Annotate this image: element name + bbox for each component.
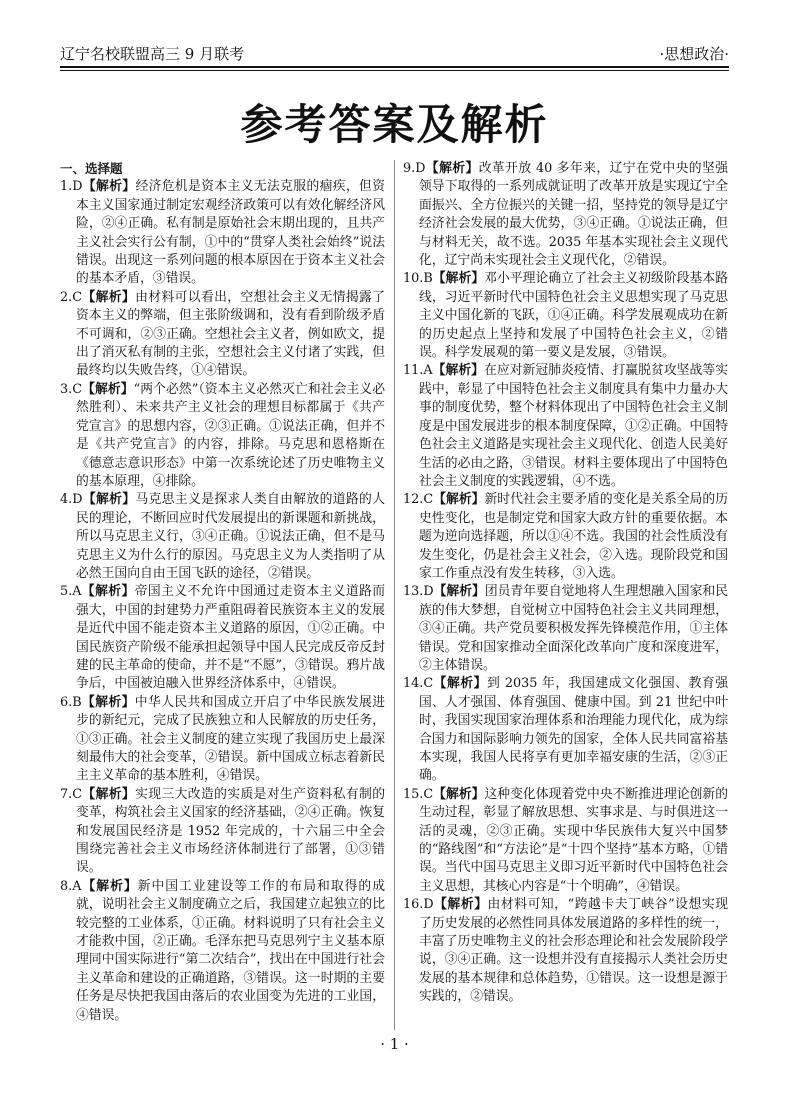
answer-number: 9.: [403, 161, 416, 176]
right-column: [403, 160, 728, 1007]
answer-number: 1.: [60, 179, 73, 195]
answer-number: 6.: [60, 694, 73, 710]
answer-item: [403, 270, 728, 362]
answer-choice: C: [423, 676, 434, 692]
answer-number: 2.: [60, 289, 73, 305]
analysis-tag: 【解析】: [81, 584, 135, 600]
analysis-tag: 【解析】: [82, 179, 136, 195]
answer-item: [403, 583, 728, 675]
answer-choice: A: [72, 878, 82, 894]
analysis-tag: 【解析】: [433, 786, 485, 802]
analysis-tag: 【解析】: [433, 584, 485, 600]
analysis-tag: 【解析】: [81, 694, 135, 710]
answer-number: 7.: [60, 786, 73, 802]
answer-number: 14.: [403, 676, 424, 692]
answer-item: [403, 491, 728, 583]
analysis-text: 新中国工业建设等工作的布局和取得的成就，说明社会主义制度确立之后，我国建立起独立的比较完整的工业体系，①正确。材料说明了只有社会主义才能救中国，②正确。毛泽东把马克思列宁主义基本原理同中国实际进行“第二次结合”，找出在中国进行社会主义革命和建设的正确道路，③错误。这一时期的主要任务是尽快把我国由落后的农业国变为先进的工业国，④错误。: [76, 878, 385, 1023]
analysis-text: 马克思主义是探求人类自由解放的道路的人民的理论，不断回应时代发展提出的新课题和新挑战，所以马克思主义行，③④正确。①说法正确，但不是马克思主义为什么行的原因。马克思主义为人类指明了从必然王国向自由王国飞跃的途径，②错误。: [76, 492, 386, 581]
header-rule-thin: [60, 70, 729, 71]
answer-item: [60, 178, 385, 288]
page-title: 参考答案及解析: [240, 100, 549, 149]
answer-choice: B: [423, 271, 433, 287]
answer-choice: D: [72, 492, 83, 508]
analysis-text: 帝国主义不允许中国通过走资本主义道路而强大，中国的封建势力严重阻碍着民族资本主义的发展是近代中国不能走资本主义道路的原因，①②正确。中国民族资产阶级不能承担起领导中国人民完成反帝反封建的民主革命的使命，并不是“不愿”，③错误。鸦片战争后，中国被迫融入世界经济体系中，④错误。: [76, 584, 386, 692]
answer-item: [403, 896, 728, 1006]
answer-item: [403, 675, 728, 785]
answer-item: [403, 786, 728, 896]
answer-choice: C: [72, 381, 83, 397]
answer-choice: C: [423, 786, 434, 802]
analysis-text: 中华人民共和国成立开启了中华民族发展进步的新纪元，完成了民族独立和人民解放的历史任务，①③正确。社会主义制度的建立实现了我国历史上最深刻最伟大的社会变革，②错误。新中国成立标志着新民主主义革命的基本胜利，④错误。: [76, 694, 386, 784]
analysis-tag: 【解析】: [425, 161, 479, 176]
analysis-text: “两个必然”（资本主义必然灭亡和社会主义必然胜利）、未来共产主义社会的理想目标都属于《共产党宣言》的思想内容，②③正确。①说法正确，但并不是《共产党宣言》的内容，排除。马克思和恩格斯在《德意志意识形态》中第一次系统论述了历史唯物主义的基本原理，④排除。: [76, 381, 386, 489]
analysis-tag: 【解析】: [433, 492, 485, 508]
analysis-text: 团员青年要自觉地将人生理想融入国家和民族的伟大梦想，自觉树立中国特色社会主义共同理想，③④正确。共产党员要积极发挥先锋模范作用，①主体错误。党和国家推动全面深化改革向广度和深度进军，②主体错误。: [419, 584, 729, 673]
header-subject: ·思想政治·: [659, 45, 729, 63]
answer-choice: C: [72, 289, 83, 305]
analysis-text: 实现三大改造的实质是对生产资料私有制的变革，构筑社会主义国家的经济基础，②④正确。恢复和发展国民经济是 1952 年完成的，十六届三中全会围绕完善社会主义市场经济体制进行了部署，①③错误。: [76, 786, 386, 876]
answer-choice: B: [72, 694, 82, 710]
analysis-tag: 【解析】: [82, 381, 134, 397]
answer-number: 16.: [403, 897, 424, 913]
answer-item: [60, 381, 385, 491]
answer-choice: A: [72, 584, 82, 600]
page-header: [60, 40, 729, 64]
answer-number: 11.: [403, 363, 424, 379]
answer-choice: D: [72, 179, 83, 195]
answer-item: [60, 694, 385, 786]
analysis-text: 经济危机是资本主义无法克服的痼疾，但资本主义国家通过制定宏观经济政策可以有效化解经济风险，②④正确。私有制是原始社会末期出现的，且共产主义社会实行公有制，①中的“贯穿人类社会始终”说法错误。出现这一系列问题的根本原因在于资本主义社会的基本矛盾，③错误。: [76, 179, 386, 287]
answer-choice: C: [72, 786, 83, 802]
answer-choice: D: [423, 897, 434, 913]
analysis-tag: 【解析】: [82, 289, 136, 305]
answer-item: [403, 160, 728, 270]
answer-choice: D: [423, 584, 434, 600]
column-divider: [394, 160, 395, 1030]
answer-item: [60, 786, 385, 878]
answer-number: 8.: [60, 878, 73, 894]
page-number: · 1 ·: [380, 1035, 409, 1053]
section-heading: 一、选择题: [60, 161, 123, 176]
header-rule-thick: [60, 66, 729, 68]
analysis-text: 这种变化体现着党中央不断推进理论创新的生动过程，彰显了解放思想、实事求是、与时俱进这一活的灵魂，②③正确。实现中华民族伟大复兴中国梦的“路线图”和“方法论”是“十四个坚持”基本方略，①错误。当代中国马克思主义即习近平新时代中国特色社会主义思想，其核心内容是“十个明确”，④错误。: [419, 786, 729, 894]
answer-item: [60, 289, 385, 381]
analysis-tag: 【解析】: [82, 786, 136, 802]
analysis-tag: 【解析】: [432, 271, 485, 287]
answer-number: 5.: [60, 584, 73, 600]
analysis-tag: 【解析】: [82, 492, 136, 508]
answer-number: 13.: [403, 584, 424, 600]
analysis-text: 到 2035 年，我国建成文化强国、教育强国、人才强国、体育强国、健康中国。到 21 世纪中叶时，我国实现国家治理体系和治理能力现代化，成为综合国力和国际影响力领先的国家，全体人民共同富裕基本实现，我国人民将享有更加幸福安康的生活，②③正确。: [419, 676, 729, 784]
answer-item: [60, 491, 385, 583]
header-exam-name: 辽宁名校联盟高三 9 月联考: [60, 45, 245, 63]
analysis-tag: 【解析】: [433, 897, 488, 913]
answer-item: [60, 878, 385, 1025]
analysis-text: 新时代社会主要矛盾的变化是关系全局的历史性变化，也是制定党和国家大政方针的重要依据。本题为逆向选择题，所以①④不选。我国的社会性质没有发生变化，仍是社会主义社会，②入选。现阶段党和国家工作重点没有发生转移，③入选。: [419, 492, 729, 581]
analysis-text: 邓小平理论确立了社会主义初级阶段基本路线，习近平新时代中国特色社会主义思想实现了马克思主义中国化新的飞跃，①④正确。科学发展观成功在新的历史起点上坚持和发展了中国特色社会主义，②错误。科学发展观的第一要义是发展，③错误。: [419, 271, 729, 361]
analysis-text: 改革开放 40 多年来，辽宁在党中央的坚强领导下取得的一系列成就证明了改革开放是实现辽宁全面振兴、全方位振兴的关键一招，坚持党的领导是辽宁经济社会发展的最大优势，③④正确。①说法正确，但与材料无关，故不选。2035 年基本实现社会主义现代化，辽宁尚未实现社会主义现代化，②错误。: [419, 161, 729, 269]
analysis-text: 在应对新冠肺炎疫情、打赢脱贫攻坚战等实践中，彰显了中国特色社会主义制度具有集中力量办大事的制度优势，整个材料体现出了中国特色社会主义制度是中国发展进步的根本制度保障，①②正确。中国特色社会主义道路是实现社会主义现代化、创造人民美好生活的必由之路，③错误。材料主要体现出了中国特色社会主义制度的实践逻辑，④不选。: [419, 363, 729, 489]
answer-number: 3.: [60, 381, 73, 397]
analysis-tag: 【解析】: [81, 878, 138, 894]
analysis-tag: 【解析】: [433, 676, 487, 692]
analysis-text: 由材料可以看出，空想社会主义无情揭露了资本主义的弊端，但主张阶级调和，没有看到阶级矛盾不可调和，②③正确。空想社会主义者，例如欧文，提出了消灭私有制的主张，空想社会主义付诸了实践，但最终均以失败告终，①④错误。: [76, 289, 386, 379]
answer-number: 15.: [403, 786, 424, 802]
left-column: [60, 160, 385, 1025]
answer-number: 12.: [403, 492, 424, 508]
answer-choice: C: [423, 492, 434, 508]
analysis-tag: 【解析】: [432, 363, 485, 379]
answer-item: [60, 583, 385, 693]
answer-choice: D: [415, 161, 426, 176]
answer-item: [403, 362, 728, 491]
analysis-text: 由材料可知，“跨越卡夫丁峡谷”设想实现了历史发展的必然性同具体发展道路的多样性的统一，丰富了历史唯物主义的社会形态理论和社会发展阶段学说，③④正确。这一设想并没有直接揭示人类社会历史发展的基本规律和总体趋势，①错误。这一设想是源于实践的，②错误。: [419, 897, 728, 1005]
answer-number: 10.: [403, 271, 424, 287]
answer-choice: A: [423, 363, 433, 379]
answer-number: 4.: [60, 492, 73, 508]
